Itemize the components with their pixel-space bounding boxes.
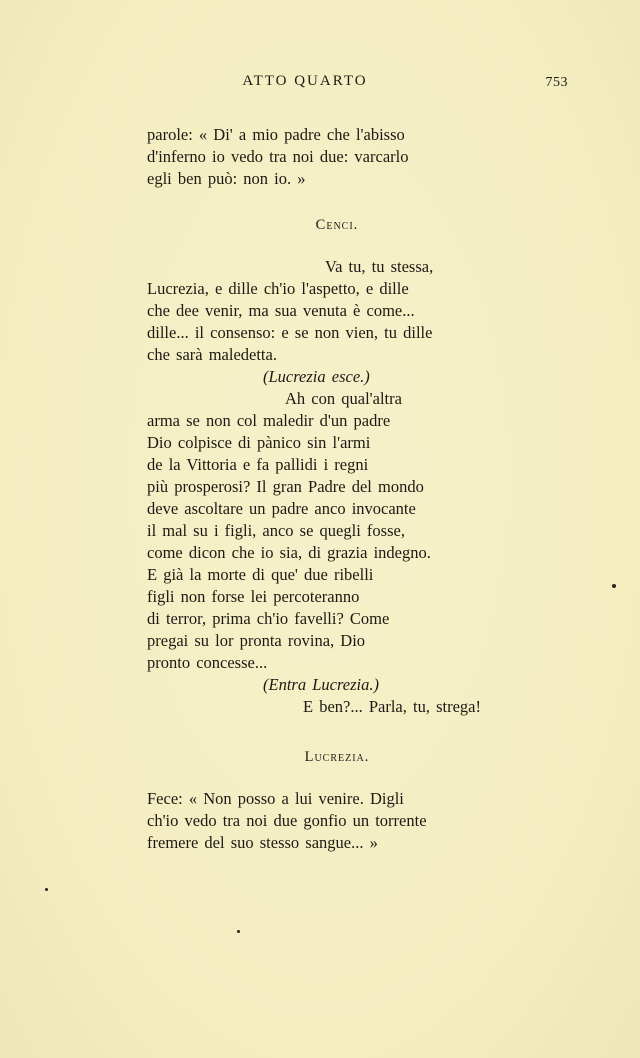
stage-direction: (Lucrezia esce.)	[263, 367, 370, 386]
verse-line: deve ascoltare un padre anco invocante	[147, 499, 416, 518]
speaker-heading: Cenci.	[315, 217, 359, 233]
verse-line: figli non forse lei percoteranno	[147, 587, 360, 606]
verse-line: d'inferno io vedo tra noi due: varcarlo	[147, 147, 409, 166]
verse-line: Va tu, tu stessa,	[325, 257, 434, 276]
verse-line: pronto concesse...	[147, 653, 268, 672]
ink-speck	[45, 888, 48, 891]
verse-line: E ben?... Parla, tu, strega!	[303, 697, 481, 716]
verse-line: che dee venir, ma sua venuta è come...	[147, 301, 415, 320]
verse-line: Fece: « Non posso a lui venire. Digli	[147, 789, 404, 808]
verse-line: de la Vittoria e fa pallidi i regni	[147, 455, 369, 474]
verse-line: di terror, prima ch'io favelli? Come	[147, 609, 390, 628]
text-block	[147, 124, 497, 854]
stage-direction: (Entra Lucrezia.)	[263, 675, 379, 694]
verse-line: ch'io vedo tra noi due gonfio un torrente	[147, 811, 427, 830]
running-title: ATTO QUARTO	[242, 73, 368, 89]
ink-speck	[612, 584, 616, 588]
verse-line: E già la morte di que' due ribelli	[147, 565, 374, 584]
verse-line: dille... il consenso: e se non vien, tu dille	[147, 323, 433, 342]
verse-line: egli ben può: non io. »	[147, 169, 306, 188]
verse-line: fremere del suo stesso sangue... »	[147, 833, 378, 852]
speaker-heading: Lucrezia.	[304, 749, 370, 765]
verse-line: che sarà maledetta.	[147, 345, 277, 364]
verse-line: più prosperosi? Il gran Padre del mondo	[147, 477, 424, 496]
verse-line: pregai su lor pronta rovina, Dio	[147, 631, 366, 650]
verse-line: arma se non col maledir d'un padre	[147, 411, 391, 430]
page-number: 753	[545, 75, 568, 90]
verse-line: Ah con qual'altra	[285, 389, 402, 408]
verse-line: Lucrezia, e dille ch'io l'aspetto, e dille	[147, 279, 409, 298]
verse-line: Dio colpisce di pànico sin l'armi	[147, 433, 371, 452]
verse-line: parole: « Di' a mio padre che l'abisso	[147, 125, 405, 144]
ink-speck	[237, 930, 240, 933]
running-head	[0, 73, 640, 93]
verse-line: il mal su i figli, anco se quegli fosse,	[147, 521, 405, 540]
verse-line: come dicon che io sia, di grazia indegno.	[147, 543, 431, 562]
